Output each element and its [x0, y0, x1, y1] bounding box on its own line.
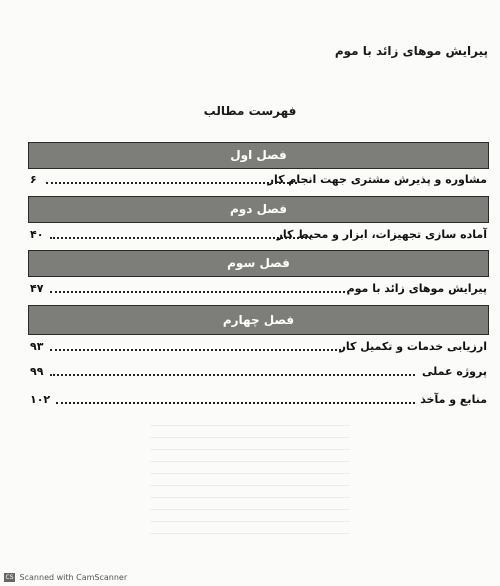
toc-entry-title: ارزیابی خدمات و تکمیل کار — [339, 340, 487, 353]
leader-dots — [56, 402, 415, 404]
camscanner-logo-icon: CS — [5, 574, 14, 581]
scanner-watermark — [4, 573, 127, 582]
toc-entry-page: ۹۳ — [30, 340, 44, 353]
toc-entry — [28, 281, 489, 297]
toc-entry-title: آماده سازی تجهیزات، ابزار و محیط کار — [276, 228, 487, 241]
toc-entry-title: مشاوره و پذیرش مشتری جهت انجام کار — [267, 173, 487, 186]
toc-entry-title: پروژه عملی — [422, 365, 487, 378]
toc-entry-page: ۶ — [30, 173, 37, 186]
leader-dots — [50, 237, 311, 239]
toc-entry-page: ۹۹ — [30, 365, 44, 378]
chapter-bar-2 — [28, 196, 489, 223]
toc-entry-page: ۱۰۲ — [30, 393, 51, 406]
chapter-bar-4 — [28, 305, 489, 335]
chapter-label: فصل چهارم — [222, 313, 295, 327]
leader-dots — [50, 374, 415, 376]
toc-entry — [28, 364, 489, 380]
toc-entry — [28, 172, 489, 188]
toc-entry — [28, 227, 489, 243]
toc-entry — [28, 392, 489, 408]
leader-dots — [50, 291, 349, 293]
chapter-label: فصل سوم — [227, 256, 290, 270]
toc-heading: فهرست مطالب — [203, 104, 297, 118]
chapter-bar-1 — [28, 142, 489, 169]
bleed-through-texture — [150, 425, 350, 545]
toc-entry-page: ۴۷ — [30, 282, 44, 295]
chapter-label: فصل دوم — [230, 202, 287, 216]
chapter-bar-3 — [28, 250, 489, 277]
chapter-label: فصل اول — [230, 148, 287, 162]
toc-entry-page: ۴۰ — [30, 228, 44, 241]
toc-entry-title: پیرایش موهای زائد با موم — [346, 282, 487, 295]
leader-dots — [46, 182, 297, 184]
running-header-title: پیرایش موهای زائد با موم — [334, 44, 488, 58]
watermark-text: Scanned with CamScanner — [19, 573, 128, 582]
leader-dots — [50, 349, 341, 351]
toc-entry-title: منابع و مآخذ — [420, 393, 487, 406]
toc-entry — [28, 339, 489, 355]
